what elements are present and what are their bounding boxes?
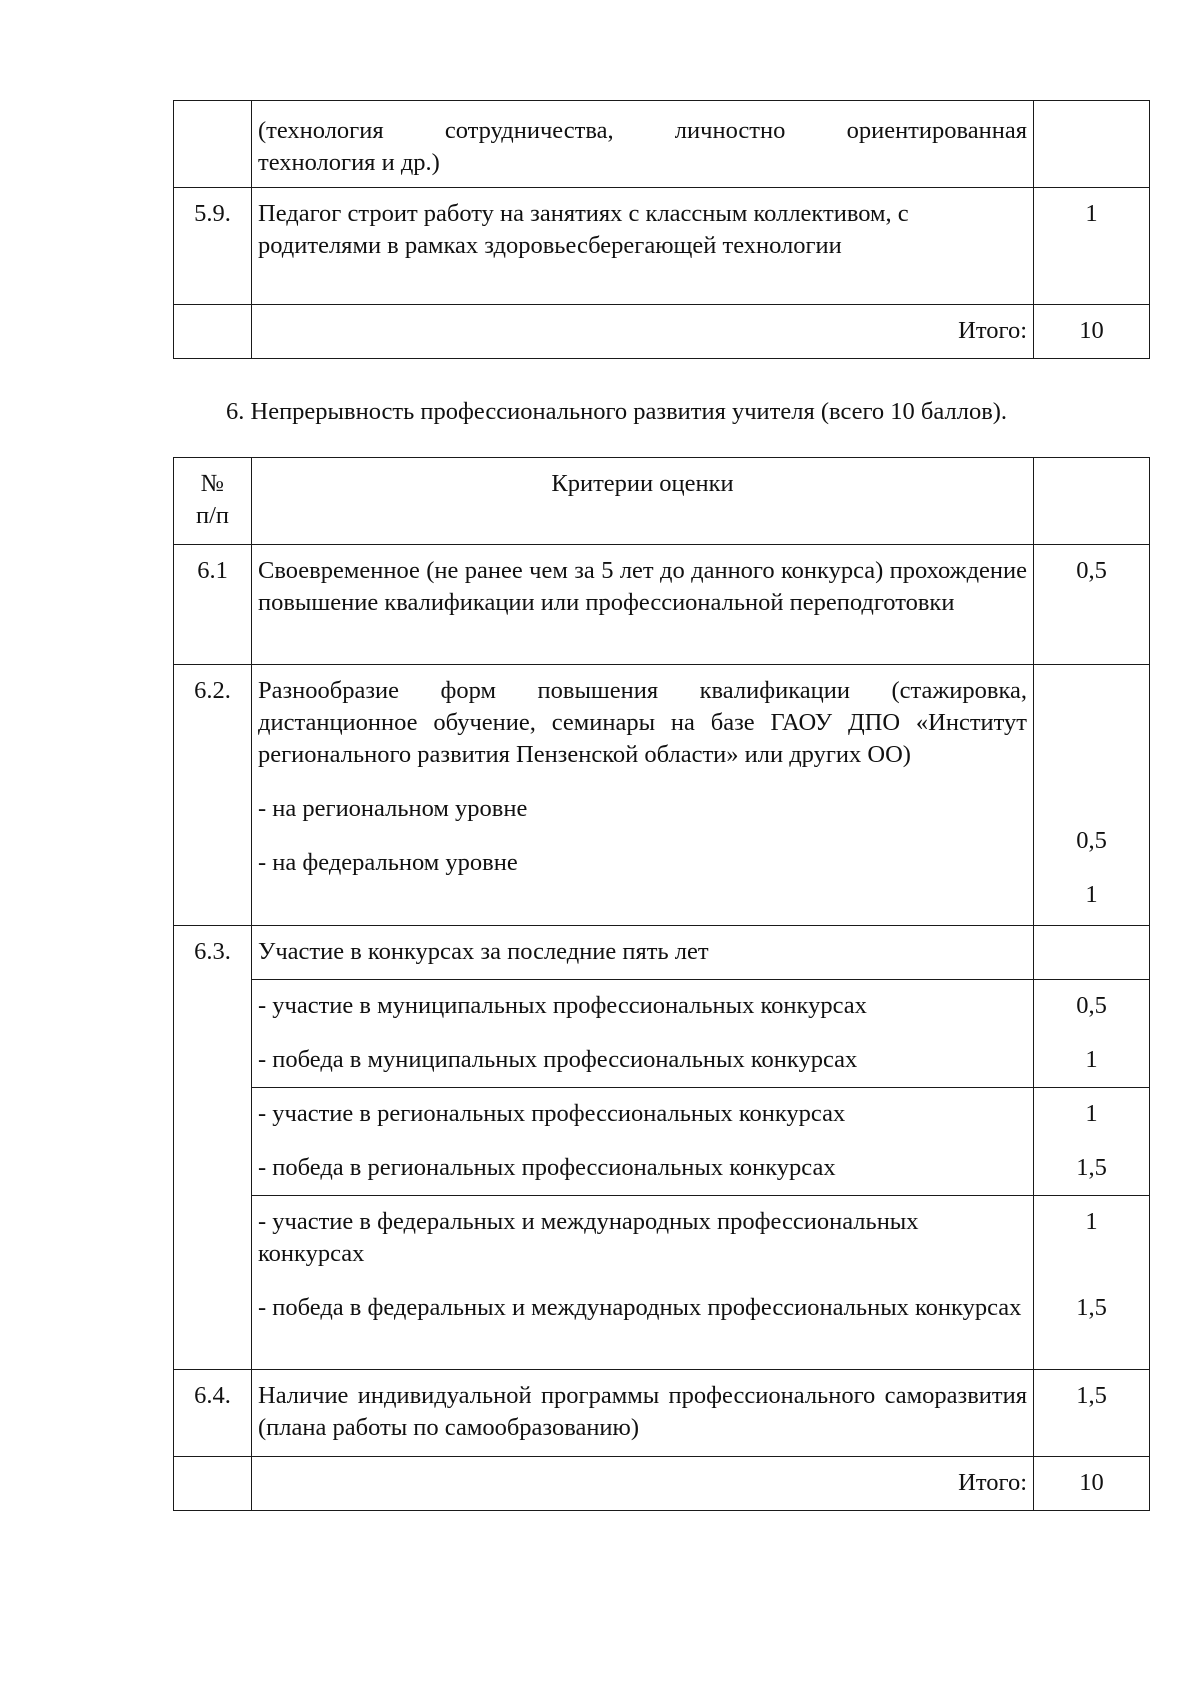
sub-item: - участие в федеральных и международных профессиональных конкурсах <box>258 1208 919 1267</box>
table-row <box>174 1088 1150 1196</box>
sub-item: - победа в федеральных и международных профессиональных конкурсах <box>258 1294 1022 1321</box>
total-value: 10 <box>1034 305 1150 359</box>
table-row <box>174 188 1150 305</box>
points-cell <box>1034 1196 1150 1370</box>
criteria-text: Разнообразие форм повышения квалификации (стажировка, дистанционное обучение, семинары на базе ГАОУ ДПО «Институт регионального развития Пензенской области» или других ОО) <box>258 677 1027 768</box>
total-row <box>174 1457 1150 1511</box>
header-row <box>174 458 1150 545</box>
points-cell <box>1034 665 1150 926</box>
sub-item-federal: - на федеральном уровне <box>258 849 518 876</box>
table-row <box>174 926 1150 980</box>
row-number: 6.2. <box>174 665 252 926</box>
continuation-text-2: технология и др.) <box>258 149 440 176</box>
sub-item-regional: - на региональном уровне <box>258 795 528 822</box>
criteria-text: Своевременное (не ранее чем за 5 лет до данного конкурса) прохождение повышение квалификации или профессиональной переподготовки <box>252 545 1034 665</box>
total-label: Итого: <box>252 305 1034 359</box>
points-value: 1 <box>1085 1208 1098 1235</box>
table-row <box>174 1196 1150 1370</box>
continuation-text-1: (технология сотрудничества, личностно ориентированная <box>258 117 1027 144</box>
section-6-heading: 6. Непрерывность профессионального развития учителя (всего 10 баллов). <box>226 398 1008 425</box>
table-row <box>174 1370 1150 1457</box>
criteria-cell <box>252 665 1034 926</box>
criteria-table-section-6 <box>173 457 1150 1511</box>
criteria-table-section-5 <box>173 100 1150 359</box>
points-value: 1 <box>1085 1046 1098 1073</box>
criteria-cell <box>252 980 1034 1088</box>
points-value: 1 <box>1034 188 1150 305</box>
points-cell <box>1034 980 1150 1088</box>
points-cell <box>1034 926 1150 980</box>
criteria-text: Педагог строит работу на занятиях с классным коллективом, с родителями в рамках здоровьесберегающей технологии <box>252 188 1034 305</box>
total-value: 10 <box>1034 1457 1150 1511</box>
points-value: 1,5 <box>1076 1154 1107 1181</box>
row-number: 6.3. <box>174 926 252 1370</box>
row-number-cell <box>174 1457 252 1511</box>
table-row <box>174 545 1150 665</box>
points-value: 1 <box>1085 1100 1098 1127</box>
header-points <box>1034 458 1150 545</box>
row-number-cell <box>174 305 252 359</box>
sub-item: - победа в муниципальных профессиональных конкурсах <box>258 1046 858 1073</box>
header-criteria: Критерии оценки <box>252 458 1034 545</box>
row-number: 5.9. <box>174 188 252 305</box>
points-value: 1 <box>1085 881 1098 908</box>
points-cell <box>1034 101 1150 188</box>
sub-item: - участие в муниципальных профессиональных конкурсах <box>258 992 867 1019</box>
row-number: 6.4. <box>174 1370 252 1457</box>
table-row <box>174 101 1150 188</box>
criteria-cell <box>252 101 1034 188</box>
total-label: Итого: <box>252 1457 1034 1511</box>
points-value: 0,5 <box>1034 545 1150 665</box>
table-row <box>174 665 1150 926</box>
points-value: 0,5 <box>1076 827 1107 854</box>
row-number-cell <box>174 101 252 188</box>
sub-item: - участие в региональных профессиональных конкурсах <box>258 1100 846 1127</box>
criteria-cell <box>252 1196 1034 1370</box>
continuation-line-1 <box>258 115 1027 147</box>
row-number: 6.1 <box>174 545 252 665</box>
points-value: 1,5 <box>1076 1294 1107 1321</box>
points-cell <box>1034 1088 1150 1196</box>
total-row <box>174 305 1150 359</box>
sub-item: - победа в региональных профессиональных конкурсах <box>258 1154 836 1181</box>
points-value: 0,5 <box>1076 992 1107 1019</box>
header-number: № п/п <box>174 458 252 545</box>
table-row <box>174 980 1150 1088</box>
criteria-text: Наличие индивидуальной программы профессионального саморазвития (плана работы по самообразованию) <box>252 1370 1034 1457</box>
criteria-cell <box>252 1088 1034 1196</box>
criteria-text: Участие в конкурсах за последние пять лет <box>252 926 1034 980</box>
points-value: 1,5 <box>1034 1370 1150 1457</box>
